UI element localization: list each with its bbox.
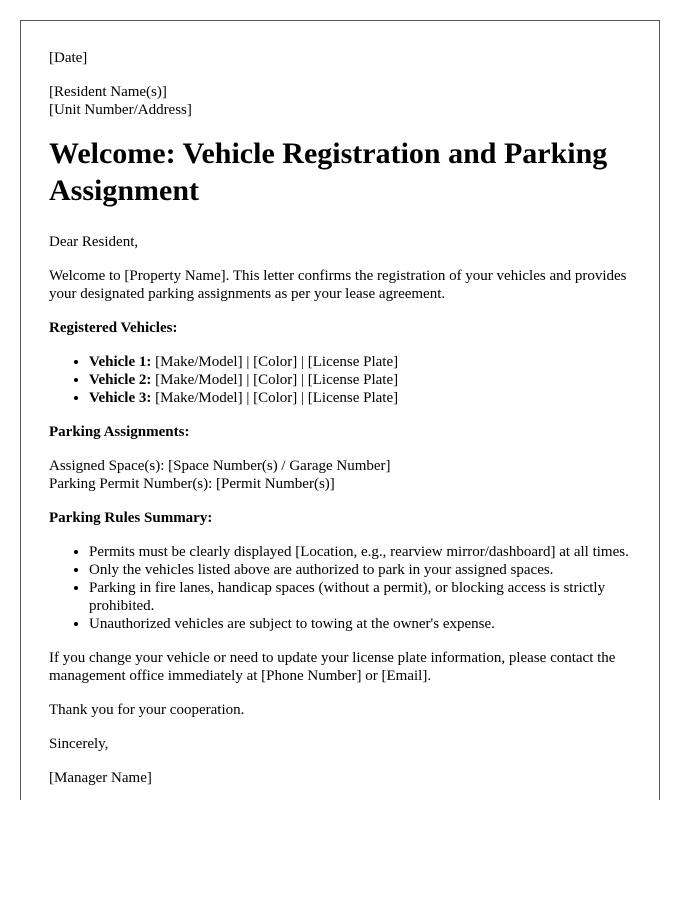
contact-paragraph: If you change your vehicle or need to update your license plate information, please contact the management office immediately at [Phone Number] or [Email]. [49,650,616,684]
salutation: Dear Resident, [49,234,139,250]
rule-item: • Permits must be clearly displayed [Location, e.g., rearview mirror/dashboard] at all times. [89,543,631,561]
permit-number: Parking Permit Number(s): [Permit Number(s)] [49,476,335,492]
manager-name: [Manager Name] [49,770,152,786]
closing-line: Sincerely, [49,736,109,752]
registered-vehicles-heading: Registered Vehicles: [49,320,178,336]
resident-name: [Resident Name(s)] [49,84,167,100]
vehicle-list [49,353,631,407]
recipient-block [49,83,631,119]
date-line: [Date] [49,50,88,66]
unit-address: [Unit Number/Address] [49,102,192,118]
parking-assignments-heading: Parking Assignments: [49,424,190,440]
vehicle-details: [Make/Model] | [Color] | [License Plate] [151,354,399,370]
letter-page [20,20,660,800]
parking-assignment-block [49,457,631,493]
vehicle-label: Vehicle 2: [89,372,152,388]
rule-item: • Parking in fire lanes, handicap spaces (without a permit), or blocking access is strictly prohibited. [89,579,631,615]
parking-rules-heading: Parking Rules Summary: [49,510,213,526]
vehicle-label: Vehicle 1: [89,354,152,370]
vehicle-item [89,371,631,389]
rules-list [49,543,631,633]
vehicle-details: [Make/Model] | [Color] | [License Plate] [151,390,399,406]
vehicle-label: Vehicle 3: [89,390,152,406]
vehicle-details: [Make/Model] | [Color] | [License Plate] [151,372,399,388]
thanks-line: Thank you for your cooperation. [49,702,245,718]
rule-item: • Only the vehicles listed above are authorized to park in your assigned spaces. [89,561,631,579]
letter-title: Welcome: Vehicle Registration and Parking Assignment [49,137,608,207]
vehicle-item [89,389,631,407]
intro-paragraph: Welcome to [Property Name]. This letter confirms the registration of your vehicles and provides your designated parking assignments as per your lease agreement. [49,268,627,302]
assigned-spaces: Assigned Space(s): [Space Number(s) / Garage Number] [49,458,391,474]
vehicle-item [89,353,631,371]
rule-item: • Unauthorized vehicles are subject to towing at the owner's expense. [89,615,631,633]
